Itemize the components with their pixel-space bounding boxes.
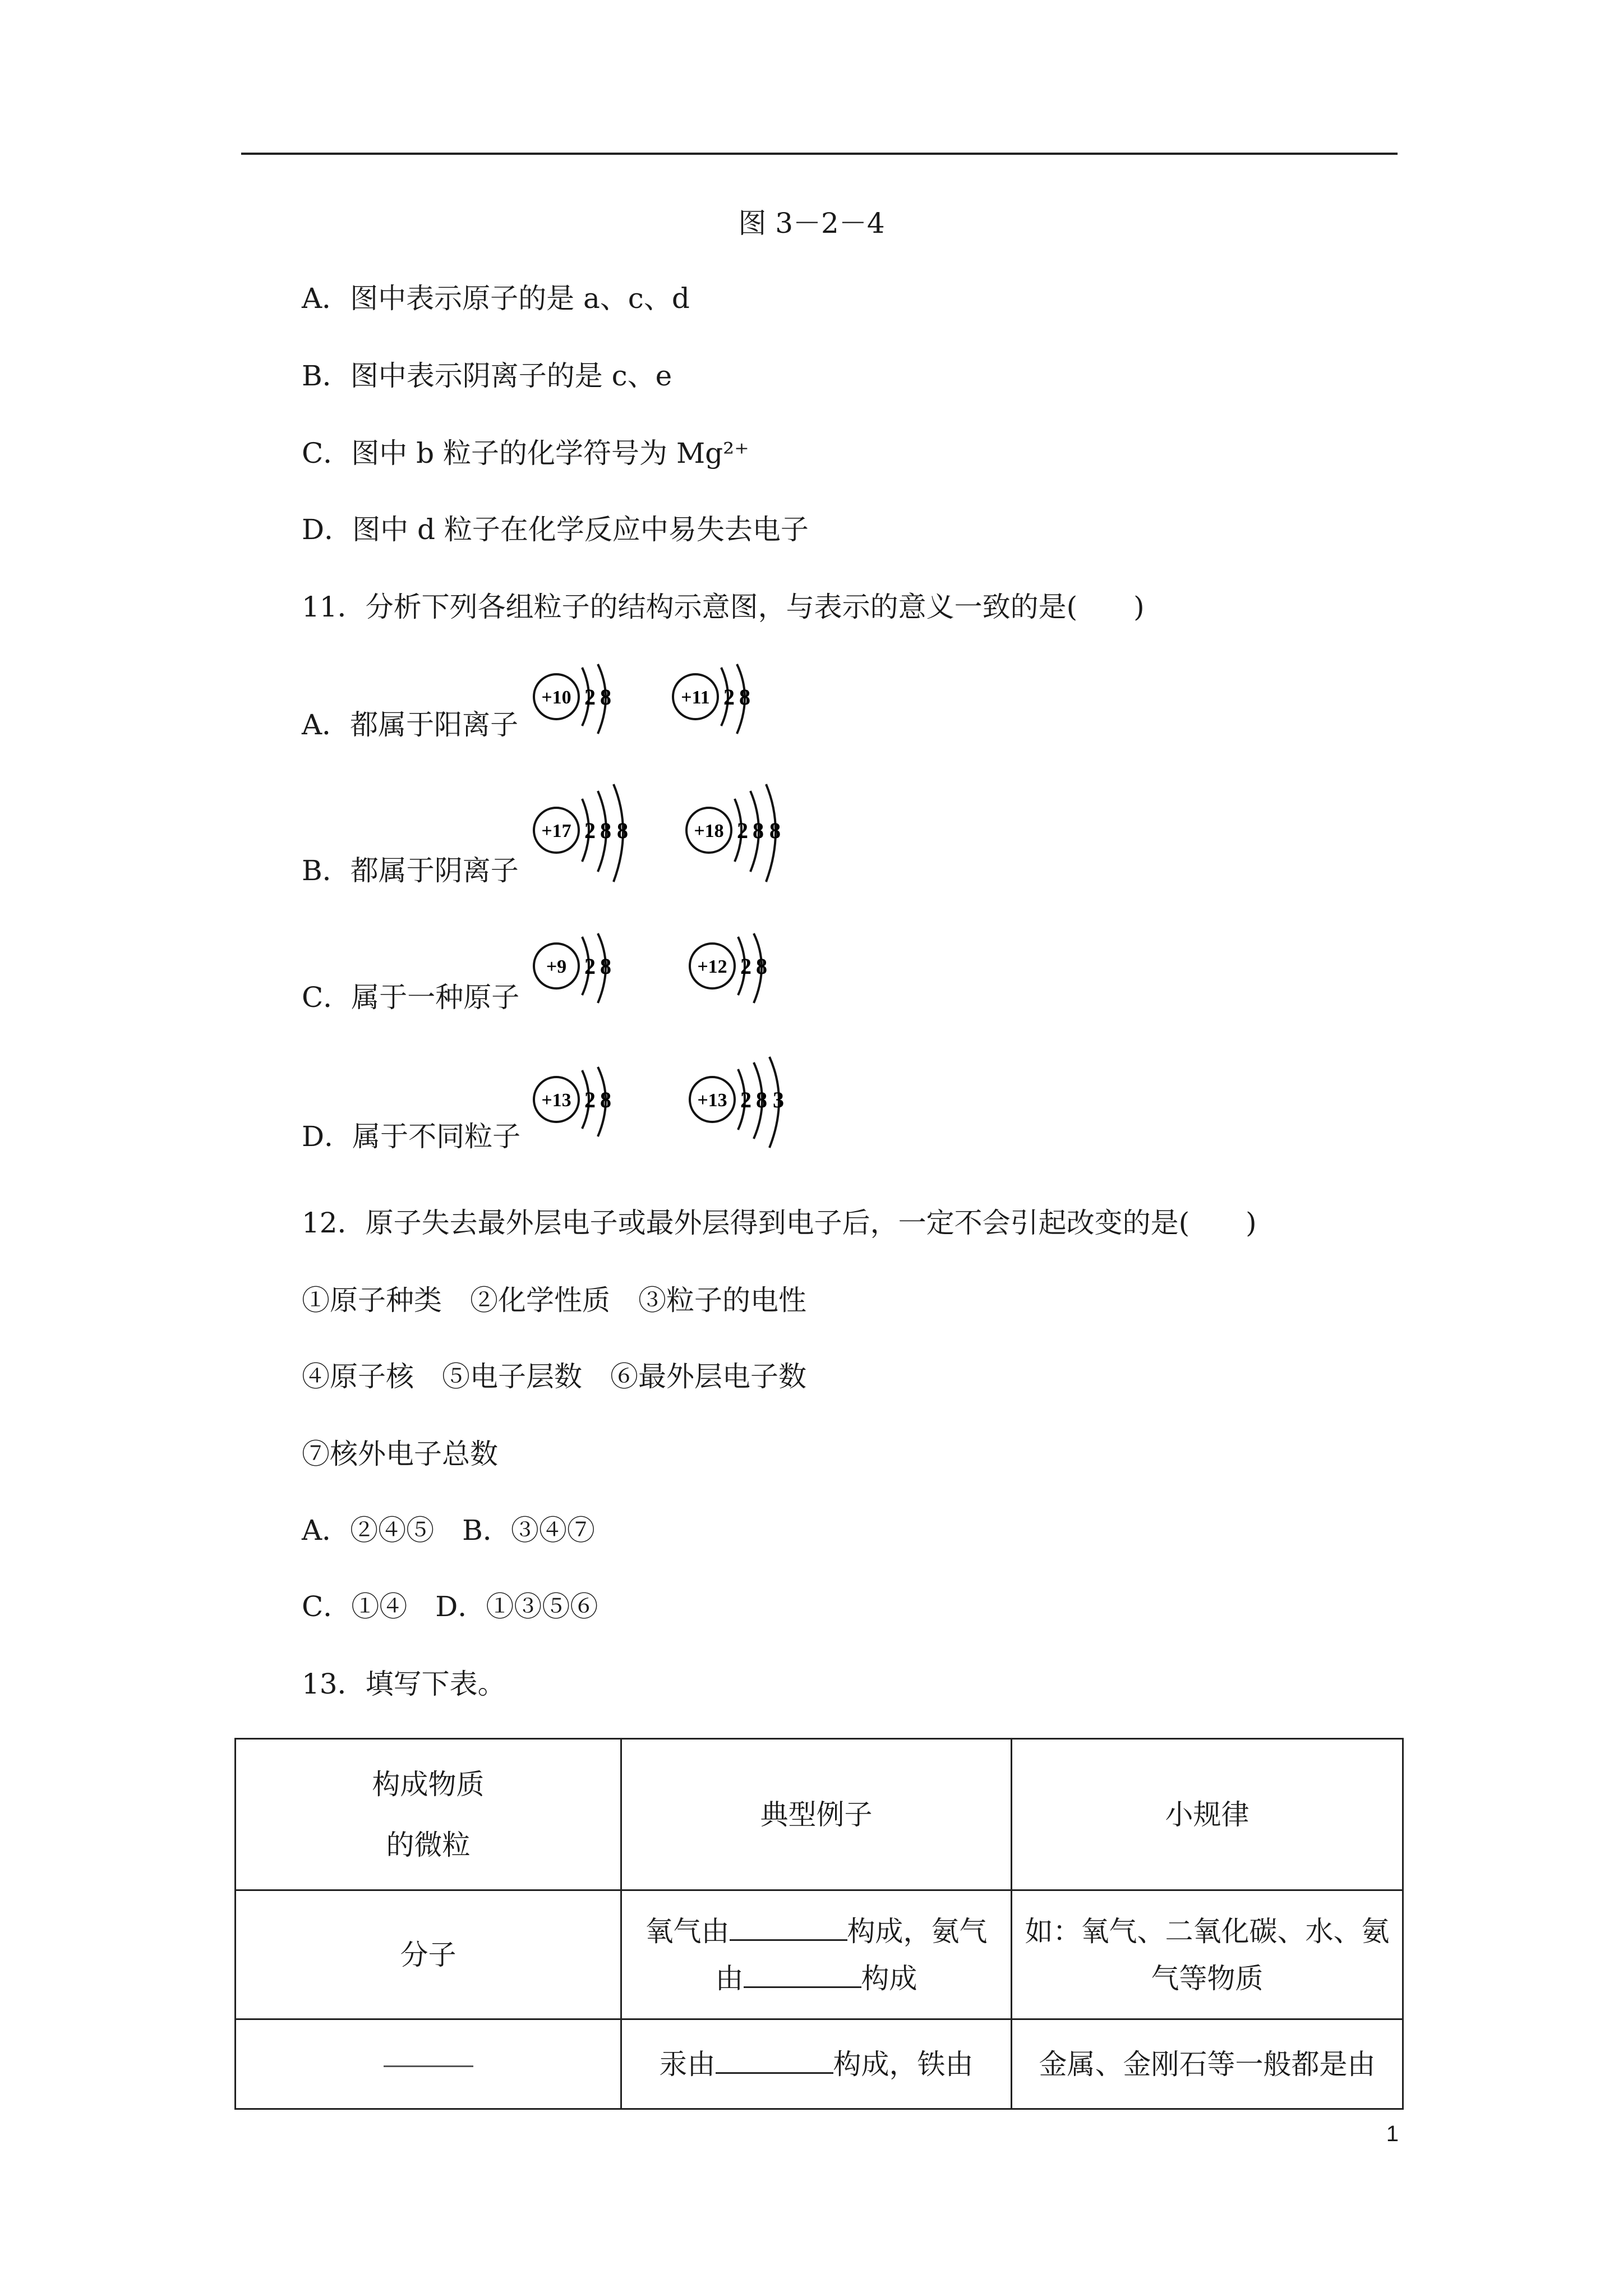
q10-option-a: A．图中表示原子的是 a、c、d bbox=[302, 282, 690, 315]
shell-count: 8 bbox=[756, 1087, 767, 1112]
shell-count: 2 bbox=[584, 1087, 596, 1112]
table-header-rule: 小规律 bbox=[1012, 1739, 1403, 1890]
shell-count: 2 bbox=[584, 954, 596, 979]
table-header-example: 典型例子 bbox=[621, 1739, 1012, 1890]
shell-count: 8 bbox=[756, 954, 767, 979]
answer-blank[interactable] bbox=[716, 2043, 833, 2074]
shell-count: 3 bbox=[773, 1087, 784, 1112]
fill-in-table bbox=[234, 1738, 1404, 2110]
nucleus-label: +13 bbox=[541, 1090, 571, 1111]
shell-count: 2 bbox=[740, 1087, 751, 1112]
q12-items-line2: ④原子核 ⑤电子层数 ⑥最外层电子数 bbox=[302, 1360, 806, 1393]
q12-options-line2: C．①④ D．①③⑤⑥ bbox=[302, 1590, 598, 1623]
atom-diagram bbox=[689, 931, 801, 1021]
q12-options-line1: A．②④⑤ B．③④⑦ bbox=[302, 1514, 595, 1547]
shell-count: 2 bbox=[584, 818, 596, 843]
shell-count: 8 bbox=[600, 1087, 611, 1112]
nucleus-label: +11 bbox=[681, 687, 710, 708]
q13-stem: 13．填写下表。 bbox=[302, 1668, 506, 1700]
atom-diagram bbox=[672, 662, 784, 752]
nucleus-label: +17 bbox=[541, 821, 571, 841]
table-cell-example: 汞由 构成，铁由 bbox=[621, 2019, 1012, 2109]
atom-diagram bbox=[533, 931, 645, 1021]
header-rule bbox=[241, 153, 1398, 155]
q11-stem: 11．分析下列各组粒子的结构示意图，与表示的意义一致的是( ) bbox=[302, 591, 1145, 623]
shell-count: 8 bbox=[769, 818, 781, 843]
nucleus-label: +9 bbox=[546, 956, 567, 977]
atom-diagram bbox=[533, 780, 667, 892]
page-number: 1 bbox=[1386, 2122, 1399, 2146]
shell-count: 2 bbox=[584, 684, 596, 710]
atom-diagram bbox=[533, 662, 645, 752]
table-cell-rule: 金属、金刚石等一般都是由 bbox=[1012, 2019, 1403, 2109]
shell-count: 8 bbox=[600, 954, 611, 979]
q10-option-c: C．图中 b 粒子的化学符号为 Mg²⁺ bbox=[302, 437, 749, 470]
shell-count: 8 bbox=[617, 818, 628, 843]
nucleus-label: +13 bbox=[697, 1090, 727, 1111]
shell-count: 2 bbox=[737, 818, 748, 843]
table-cell-rule: 如：氧气、二氧化碳、水、氨气等物质 bbox=[1012, 1890, 1403, 2019]
shell-count: 8 bbox=[753, 818, 764, 843]
q11-option-a-label: A．都属于阳离子 bbox=[302, 708, 519, 741]
shell-count: 2 bbox=[740, 954, 751, 979]
q11-option-b-label: B．都属于阴离子 bbox=[302, 854, 519, 887]
q11-option-c-label: C．属于一种原子 bbox=[302, 981, 520, 1014]
answer-blank[interactable] bbox=[744, 1957, 861, 1988]
nucleus-label: +18 bbox=[694, 821, 724, 841]
q12-items-line1: ①原子种类 ②化学性质 ③粒子的电性 bbox=[302, 1284, 806, 1317]
answer-blank[interactable] bbox=[730, 1910, 847, 1941]
atom-diagram bbox=[533, 1065, 645, 1154]
q12-items-line3: ⑦核外电子总数 bbox=[302, 1438, 498, 1470]
nucleus-label: +12 bbox=[697, 956, 727, 977]
shell-count: 8 bbox=[600, 684, 611, 710]
table-cell-example: 氧气由 构成，氨气 由 构成 bbox=[621, 1890, 1012, 2019]
q12-stem: 12．原子失去最外层电子或最外层得到电子后，一定不会引起改变的是( ) bbox=[302, 1207, 1257, 1239]
atom-diagram bbox=[685, 780, 820, 892]
table-cell-particle-blank[interactable] bbox=[236, 2019, 621, 2109]
table-cell-particle: 分子 bbox=[236, 1890, 621, 2019]
figure-caption: 图 3－2－4 bbox=[738, 207, 885, 240]
shell-count: 8 bbox=[600, 818, 611, 843]
q11-option-d-label: D．属于不同粒子 bbox=[302, 1120, 521, 1153]
shell-count: 2 bbox=[723, 684, 735, 710]
atom-diagram bbox=[689, 1055, 823, 1167]
q10-option-d: D．图中 d 粒子在化学反应中易失去电子 bbox=[302, 513, 809, 546]
shell-count: 8 bbox=[739, 684, 750, 710]
q10-option-b: B．图中表示阴离子的是 c、e bbox=[302, 360, 672, 392]
table-header-particle: 构成物质 的微粒 bbox=[236, 1739, 621, 1890]
nucleus-label: +10 bbox=[541, 687, 571, 708]
